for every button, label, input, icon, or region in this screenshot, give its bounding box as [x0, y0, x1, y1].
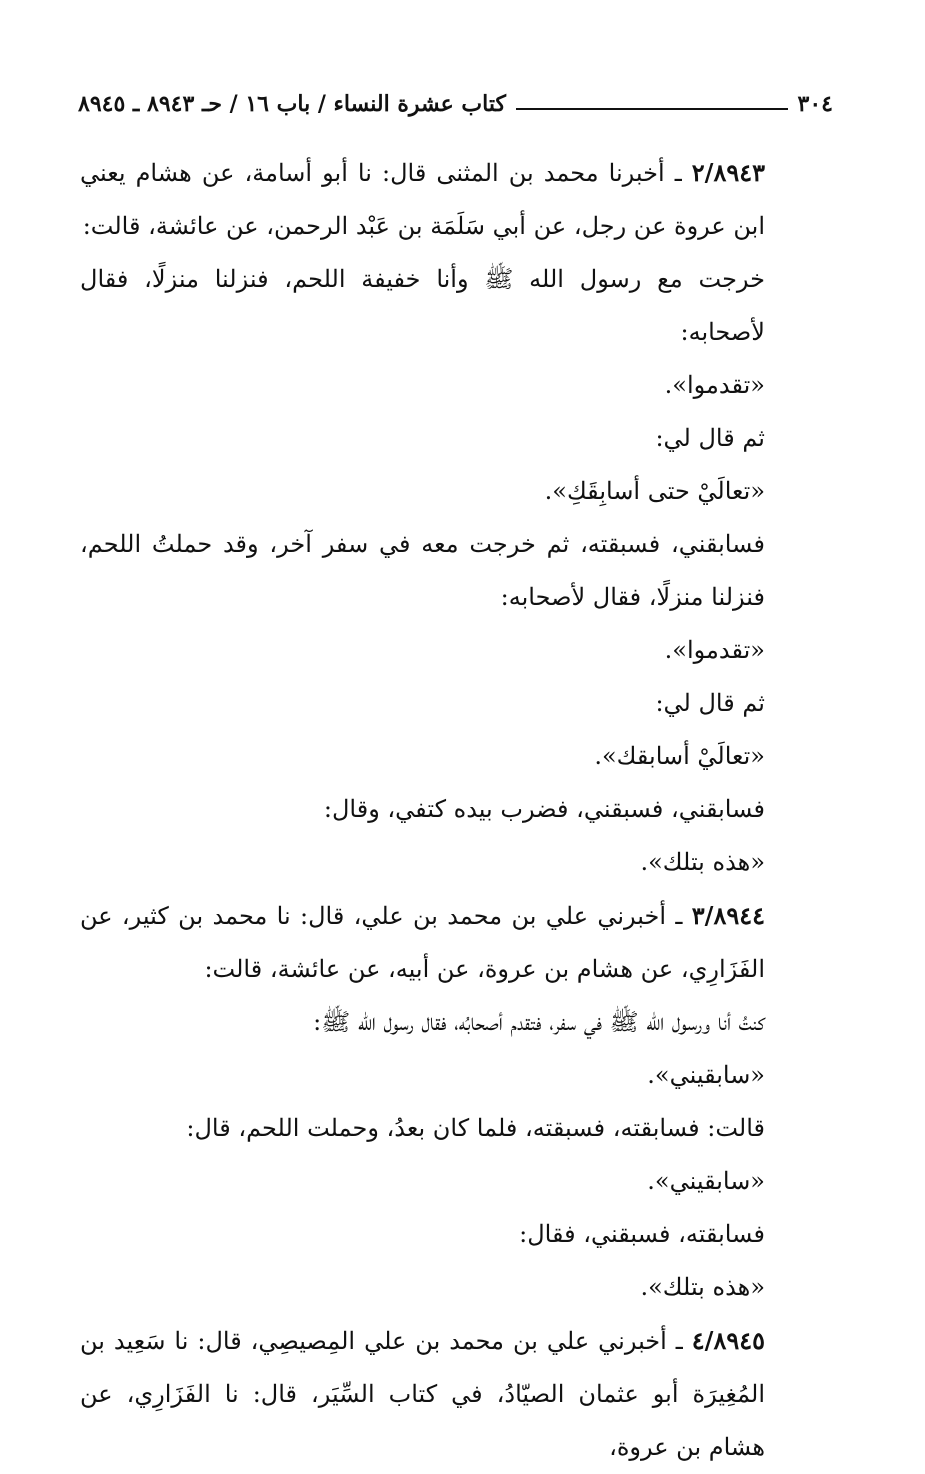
- paragraph: [80, 889, 835, 996]
- paragraph: [80, 253, 835, 359]
- hadith-number: ٤/٨٩٤٥: [691, 1326, 765, 1355]
- paragraph-text: ـ أخبرني علي بن محمد بن علي المِصيصِي، قال: نا سَعِيد بن المُغِيرَة أبو عثمان الصيّادُ، في كتاب السِّيَر، قال: نا الفَزَارِي، عن هشام بن عروة،: [80, 1327, 765, 1461]
- paragraph: [80, 1261, 835, 1314]
- paragraph: [80, 677, 835, 730]
- paragraph-text: فسابقني، فسبقته، ثم خرجت معه في سفر آخر، وقد حملتُ اللحم، فنزلنا منزلًا، فقال لأصحابه:: [80, 530, 765, 611]
- paragraph-text: «تقدموا».: [664, 371, 765, 399]
- paragraph: [80, 359, 835, 412]
- paragraph: [80, 1314, 835, 1474]
- paragraph: [80, 836, 835, 889]
- paragraph-text: خرجت مع رسول الله ﷺ وأنا خفيفة اللحم، فنزلنا منزلًا، فقال لأصحابه:: [80, 265, 765, 346]
- paragraph: [80, 1102, 835, 1155]
- page-number: ٣٠٤: [797, 91, 833, 117]
- paragraph: [80, 1208, 835, 1261]
- paragraph: [80, 412, 835, 465]
- paragraph-text: كنتُ أنا ورسول الله ﷺ في سفر، فتقدم أصحابُه، فقال رسول الله ﷺ:: [313, 1008, 765, 1036]
- paragraph-text: ـ أخبرنا محمد بن المثنى قال: نا أبو أسامة، عن هشام يعني ابن عروة عن رجل، عن أبي سَلَمَة بن عَبْد الرحمن، عن عائشة، قالت:: [80, 159, 765, 240]
- running-header: [78, 86, 833, 122]
- header-rule: [516, 108, 788, 110]
- paragraph-text: «تعالَيْ حتى أسابِقَكِ».: [544, 477, 765, 505]
- paragraph-text: «تقدموا».: [664, 636, 765, 664]
- paragraph-text: «هذه بتلك».: [640, 1273, 765, 1301]
- paragraph: [80, 146, 835, 253]
- paragraph: [80, 1049, 835, 1102]
- paragraph: [80, 518, 835, 624]
- paragraph-text: ثم قال لي:: [655, 689, 765, 717]
- paragraph-text: ـ أخبرني علي بن محمد بن علي، قال: نا محمد بن كثير، عن الفَزَارِي، عن هشام بن عروة، عن أبيه، عن عائشة، قالت:: [80, 902, 765, 983]
- paragraph-text: قالت: فسابقته، فسبقته، فلما كان بعدُ، وحملت اللحم، قال:: [186, 1114, 765, 1142]
- hadith-number: ٣/٨٩٤٤: [691, 901, 765, 930]
- paragraph-text: فسابقني، فسبقني، فضرب بيده كتفي، وقال:: [323, 795, 765, 823]
- paragraph: [80, 996, 835, 1049]
- paragraph: [80, 730, 835, 783]
- paragraph: [80, 1155, 835, 1208]
- paragraph-text: «سابقيني».: [647, 1167, 765, 1195]
- running-title: كتاب عشرة النساء / باب ١٦ / حـ ٨٩٤٣ ـ ٨٩٤٥: [78, 91, 506, 117]
- paragraph-text: «تعالَيْ أسابقك».: [594, 742, 765, 770]
- paragraph: [80, 465, 835, 518]
- paragraph: [80, 624, 835, 677]
- hadith-number: ٢/٨٩٤٣: [691, 158, 765, 187]
- paragraph: [80, 783, 835, 836]
- page-body: [80, 146, 835, 1474]
- paragraph-text: «سابقيني».: [647, 1061, 765, 1089]
- paragraph-text: «هذه بتلك».: [640, 848, 765, 876]
- paragraph-text: ثم قال لي:: [655, 424, 765, 452]
- paragraph-text: فسابقته، فسبقني، فقال:: [519, 1220, 765, 1248]
